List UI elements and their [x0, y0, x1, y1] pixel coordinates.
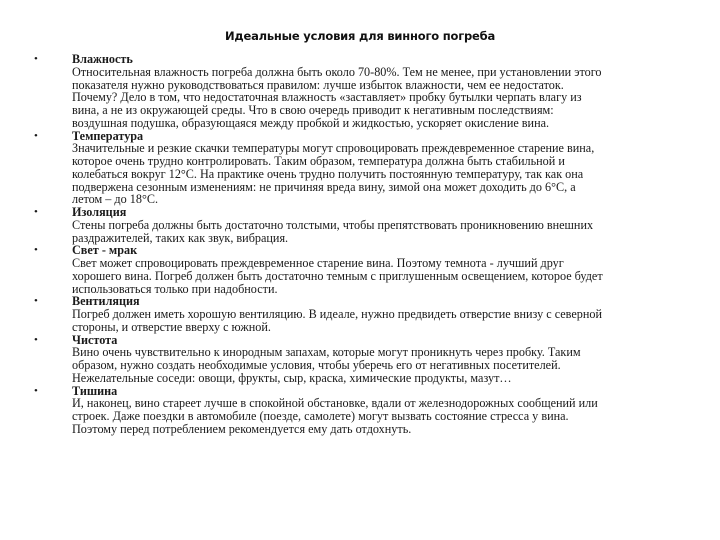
- section-line: строек. Даже поездки в автомобиле (поезде, самолете) могут вызвать состояние стресса у вина.: [72, 409, 569, 423]
- section-heading: Изоляция: [72, 205, 127, 219]
- section-insulation: [0, 206, 720, 244]
- section-line: которое очень трудно контролировать. Таким образом, температура должна быть стабильной и: [72, 154, 565, 168]
- section-light: [0, 244, 720, 295]
- section-line: подвержена сезонным изменениям: не причиняя вреда вину, зимой она может доходить до 6°С, а: [72, 179, 576, 194]
- bullet-icon: •: [34, 244, 38, 257]
- section-heading: Чистота: [72, 332, 118, 347]
- bullet-icon: •: [34, 333, 38, 346]
- section-silence: [0, 385, 720, 436]
- section-line: использоваться только при надобности.: [72, 281, 278, 296]
- section-line: раздражителей, таких как звук, вибрация.: [72, 230, 289, 245]
- section-heading: Влажность: [72, 52, 133, 66]
- section-line: Нежелательные соседи: овощи, фрукты, сыр, краска, химические продукты, мазут…: [72, 370, 512, 385]
- section-ventilation: [0, 295, 720, 333]
- section-line: вина, а не из окружающей среды. Что в свою очередь приводит к негативным последствиям:: [72, 103, 554, 117]
- section-line: Вино очень чувствительно к инородным запахам, которые могут проникнуть через пробку. Таким: [72, 345, 581, 360]
- section-line: Относительная влажность погреба должна быть около 70-80%. Тем не менее, при установлении этого: [72, 64, 602, 79]
- section-heading: Тишина: [72, 383, 118, 398]
- section-line: хорошего вина. Погреб должен быть достаточно темным с приглушенным освещением, которое будет: [72, 268, 603, 283]
- section-line: Погреб должен иметь хорошую вентиляцию. В идеале, нужно предвидеть отверстие внизу с северной: [72, 307, 602, 321]
- section-line: Почему? Дело в том, что недостаточная влажность «заставляет» пробку бутылки черпать влагу из: [72, 90, 582, 105]
- section-heading: Температура: [72, 128, 144, 143]
- section-line: летом – до 18°С.: [72, 192, 158, 207]
- section-line: Стены погреба должны быть достаточно толстыми, чтобы препятствовать проникновению внешних: [72, 217, 594, 232]
- bullet-icon: •: [34, 206, 38, 218]
- section-heading: Вентиляция: [72, 294, 140, 309]
- section-line: воздушная подушка, образующаяся между пробкой и жидкостью, ускоряет окисление вина.: [72, 115, 550, 130]
- section-line: образом, нужно создать необходимые условия, чтобы уберечь его от негативных посетителей.: [72, 358, 561, 372]
- bullet-icon: •: [34, 295, 38, 308]
- section-line: показателя нужно руководствоваться правилом: лучше избыток влажности, чем ее недостаток.: [72, 77, 564, 92]
- section-heading: Свет - мрак: [72, 243, 138, 258]
- section-line: Свет может спровоцировать преждевременное старение вина. Поэтому темнота - лучший друг: [72, 256, 564, 270]
- section-line: Поэтому перед потреблением рекомендуется ему дать отдохнуть.: [72, 421, 412, 436]
- bullet-icon: •: [34, 384, 38, 397]
- section-line: И, наконец, вино стареет лучше в спокойной обстановке, вдали от железнодорожных сообщений или: [72, 396, 598, 411]
- section-humidity: [0, 53, 720, 130]
- bullet-icon: •: [34, 53, 38, 65]
- page-title: Идеальные условия для винного погреба: [224, 29, 496, 43]
- bullet-icon: •: [34, 129, 38, 142]
- section-line: стороны, и отверстие вверху с южной.: [72, 319, 271, 334]
- conditions-list: [0, 53, 720, 436]
- section-temperature: [0, 130, 720, 207]
- section-line: колебаться вокруг 12°С. На практике очень трудно получить постоянную температуру, так как она: [72, 166, 584, 181]
- section-line: Значительные и резкие скачки температуры могут спровоцировать преждевременное старение вина,: [72, 141, 595, 156]
- section-cleanliness: [0, 334, 720, 385]
